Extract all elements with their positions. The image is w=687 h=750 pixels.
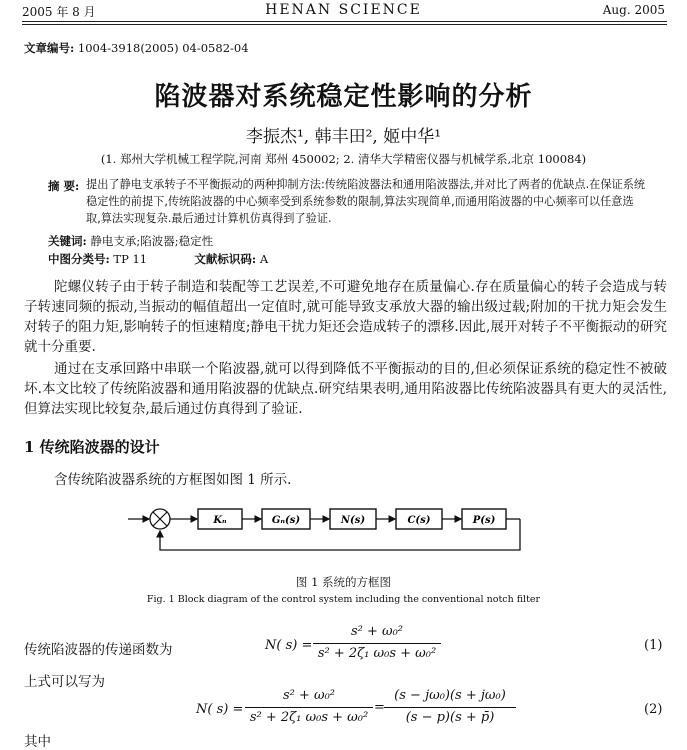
body-paragraph-1: 陀螺仪转子由于转子制造和装配等工艺误差,不可避免地存在质量偏心.存在质量偏心的转子会造成与转子转速同频的振动,当振动的幅值超出一定值时,就可能导致支承放大器的输出级过载;附加的干扰力矩会发生对转子的阻力矩,影响转子的恒速精度;静电干扰力矩还会造成转子的漂移.因此,展开对转子不平衡振动的研究就十分重要. — [24, 279, 667, 355]
clc-value: TP 11 — [113, 252, 148, 266]
header-rule — [22, 21, 667, 22]
header-date-en: Aug. 2005 — [602, 3, 665, 17]
eq1-denominator: s² + 2ζ₁ ω₀s + ω₀² — [317, 646, 437, 661]
eq2-numerator-1: s² + ω₀² — [282, 688, 336, 703]
eq1-number: (1) — [644, 638, 663, 653]
eq2-denominator-2: (s − p)(s + p̄) — [405, 710, 495, 725]
keywords — [48, 233, 213, 249]
block-p-label: P(s) — [472, 515, 496, 526]
eq2-intro: 上式可以写为 — [24, 674, 105, 690]
block-n-label: N(s) — [340, 515, 366, 526]
body-paragraph-2: 通过在支承回路中串联一个陷波器,就可以得到降低不平衡振动的目的,但必须保证系统的稳定性不被破坏.本文比较了传统陷波器和通用陷波器的优缺点.研究结果表明,通用陷波器比传统陷波器具有更大的灵活性,但算法实现比较复杂,最后通过仿真得到了验证. — [24, 361, 667, 417]
article-number-value: 1004-3918(2005) 04-0582-04 — [77, 41, 249, 55]
authors: 李振杰¹, 韩丰田², 姬中华¹ — [245, 127, 442, 147]
eq1-intro: 传统陷波器的传递函数为 — [24, 642, 173, 658]
paper-title: 陷波器对系统稳定性影响的分析 — [154, 82, 533, 112]
abstract-text: 提出了静电支承转子不平衡振动的两种抑制方法:传统陷波器法和通用陷波器法,并对比了两者的优缺点.在保证系统稳定性的前提下,传统陷波器的中心频率受到系统参数的限制,算法实现简单,而通用陷波器的中心频率可以任意选取,算法实现复杂.最后通过计算机仿真得到了验证. — [86, 178, 646, 225]
eq2-numerator-2: (s − jω₀)(s + jω₀) — [394, 688, 506, 703]
eq2-lhs: N( s) = — [196, 702, 244, 717]
keywords-value: 静电支承;陷波器;稳定性 — [90, 234, 214, 248]
block-kn-label: Kₙ — [213, 515, 227, 526]
eq2-fraction-bar-2 — [384, 707, 516, 708]
eq1-fraction-bar — [313, 643, 441, 644]
eq2-fraction-bar-1 — [245, 707, 373, 708]
header-date-cn: 2005 年 8 月 — [22, 5, 96, 19]
eq1-lhs: N( s) = — [265, 638, 313, 653]
keywords-label: 关键词: — [48, 234, 87, 248]
section1-intro: 含传统陷波器系统的方框图如图 1 所示. — [54, 472, 292, 488]
block-diagram — [120, 500, 540, 570]
block-gn-label: Gₙ(s) — [271, 515, 301, 526]
eq2-denominator-1: s² + 2ζ₁ ω₀s + ω₀² — [249, 710, 369, 725]
figure-caption-en: Fig. 1 Block diagram of the control system including the conventional notch filter — [146, 594, 541, 605]
doc-code-value: A — [259, 252, 269, 266]
clc-label: 中图分类号: — [48, 252, 110, 266]
classification — [48, 251, 268, 267]
eq2-number: (2) — [644, 702, 663, 717]
header-rule-2 — [22, 24, 667, 25]
block-c-label: C(s) — [407, 515, 431, 526]
header-journal: HENAN SCIENCE — [265, 2, 422, 18]
eq2-equals: = — [374, 700, 385, 715]
abstract-label: 摘 要: — [48, 179, 80, 193]
trailing-text: 其中 — [24, 734, 51, 750]
eq1-numerator: s² + ω₀² — [350, 624, 404, 639]
section-heading-1: 1 传统陷波器的设计 — [24, 438, 160, 456]
affiliations: (1. 郑州大学机械工程学院,河南 郑州 450002; 2. 清华大学精密仪器与机械学系,北京 100084) — [100, 152, 587, 166]
figure-caption-cn: 图 1 系统的方框图 — [295, 575, 392, 589]
article-number — [24, 40, 249, 56]
article-number-label: 文章编号: — [24, 41, 75, 55]
doc-code-label: 文献标识码: — [194, 252, 257, 266]
